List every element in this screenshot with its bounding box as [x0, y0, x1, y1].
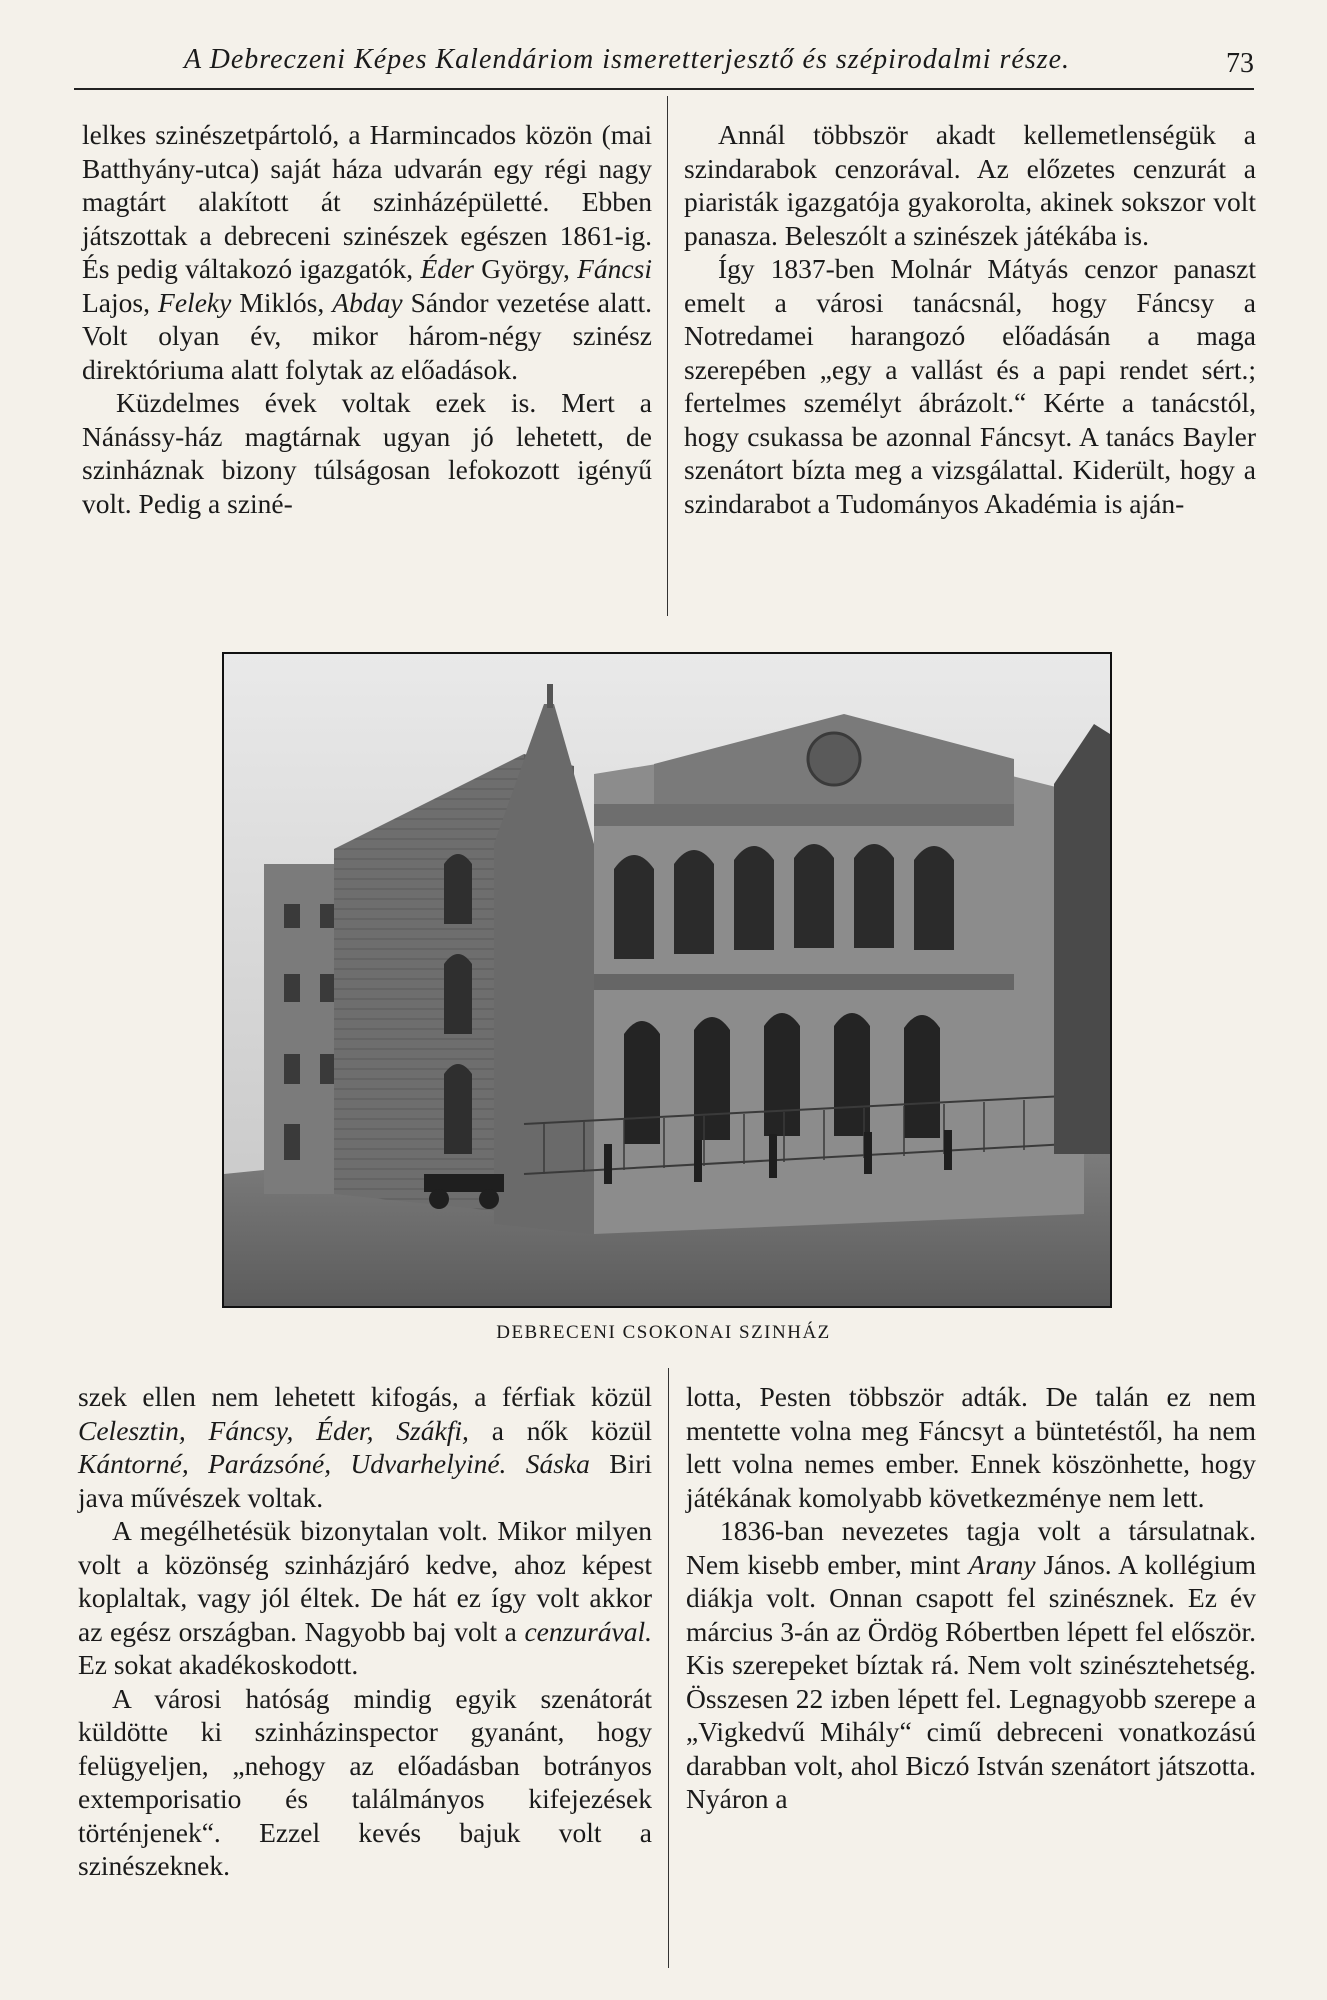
column-top-left [82, 118, 652, 520]
text-run: A megélhetésük bizonytalan volt. Mikor milyen volt a közönség szinházjáró kedve, ahoz képest koplaltak, vagy jól éltek. De hát ez így volt akkor az egész országban. Nagyobb baj volt a [78, 1515, 652, 1647]
column-divider-bottom [668, 1368, 669, 1968]
paragraph: Annál többször akadt kellemetlenségük a szindarabok cenzorával. Az előzetes cenzurát a piaristák igazgatója gyakorolta, akinek sokszor volt panasza. Beleszólt a szinészek játékába is. [684, 119, 1256, 251]
running-head [74, 42, 1254, 90]
column-bottom-right [686, 1380, 1256, 1816]
column-top-right [684, 118, 1256, 520]
paragraph: lotta, Pesten többször adták. De talán ez nem mentette volna meg Fáncsyt a büntetéstől, ha nem lett volna nemes ember. Ennek köszönhette, hogy játékának komolyabb következménye nem lett. [686, 1381, 1256, 1513]
text-run: János. A kollégium diákja volt. Onnan csapott fel szinésznek. Ez év március 3-án az Ördög Róbertben lépett fel először. Kis szerepeket bíztak rá. Nem volt szinésztehetség. Összesen 22 izben lépett fel. Legnagyobb szerepe a „Vigkedvű Mihály“ cimű debreceni vonatkozású darabban volt, ahol Biczó István szenátort játszotta. Nyáron a [686, 1548, 1256, 1814]
text-run: a nők közül [468, 1414, 652, 1446]
theatre-photograph [222, 652, 1112, 1308]
paragraph: Küzdelmes évek voltak ezek is. Mert a Nánássy-ház magtárnak ugyan jó lehetett, de szinháznak bizony túlságosan lefokozott igényű volt. Pedig a sziné- [82, 387, 652, 519]
text-run: szek ellen nem lehetett kifogás, a férfiak közül [78, 1381, 652, 1412]
word-cenzuraval: cenzurával. [524, 1615, 652, 1647]
text-run: lelkes szinészetpártoló, a Harmincados közön (mai Batthyány-utca) saját háza udvarán egy régi nagy magtárt alakított át szinházépületté. Ebben játszottak a debreceni szinészek egészen 1861-ig. És pedig váltakozó igazgatók, [82, 119, 652, 284]
name-feleky: Feleky [158, 286, 232, 318]
name-arany: Arany [968, 1548, 1036, 1580]
column-divider-top [667, 96, 668, 616]
name-eder: Éder [420, 253, 474, 284]
theatre-illustration [224, 654, 1110, 1306]
paragraph: A városi hatóság mindig egyik szenátorát küldötte ki szinházinspector gyanánt, hogy felügyeljen, „nehogy az előadásban botrányos extemporisatio és találmányos kifejezések történjenek“. Ezzel kevés bajuk volt a szinészeknek. [78, 1682, 652, 1881]
name-fancsi: Fáncsi [577, 253, 652, 284]
paragraph [82, 118, 652, 386]
running-title: A Debreczeni Képes Kalendáriom ismeretterjesztő és szépirodalmi része. [184, 44, 1071, 75]
text-run: 1836-ban nevezetes tagja volt a társulatnak. Nem kisebb ember, mint [686, 1515, 1256, 1580]
names-male-actors: Celesztin, Fáncsy, Éder, Szákfi, [78, 1414, 469, 1446]
paragraph [78, 1380, 652, 1514]
paragraph: Így 1837-ben Molnár Mátyás cenzor panaszt emelt a városi tanácsnál, hogy Fáncsy a Notredamei harangozó előadásán a maga szerepében „egy a vallást és a papi rendet sért.; fertelmes személyt ábrázolt.“ Kérte a tanácstól, hogy csukassa be azonnal Fáncsyt. A tanács Bayler szenátort bízta meg a vizsgálattal. Kiderült, hogy a szindarabot a Tudományos Akadémia is aján- [684, 253, 1256, 519]
page-number: 73 [1226, 48, 1254, 79]
text-run: Miklós, [231, 286, 333, 318]
text-run: Biri java művészek voltak. [78, 1448, 653, 1513]
paragraph [686, 1514, 1256, 1816]
names-female-actors: Kántorné, Parázsóné, Udvarhelyiné. Sáska [78, 1448, 590, 1479]
text-run: Ez sokat akadékoskodott. [78, 1649, 359, 1680]
paragraph [78, 1514, 652, 1682]
text-run: Sándor vezetése alatt. Volt olyan év, mikor három-négy szinész direktóriuma alatt folytak az előadások. [82, 286, 652, 385]
name-abday: Abday [332, 286, 403, 318]
column-bottom-left [78, 1380, 652, 1883]
text-run: Lajos, [82, 286, 159, 318]
text-run: György, [473, 253, 578, 284]
figure-caption: DEBRECENI CSOKONAI SZINHÁZ [496, 1322, 831, 1343]
